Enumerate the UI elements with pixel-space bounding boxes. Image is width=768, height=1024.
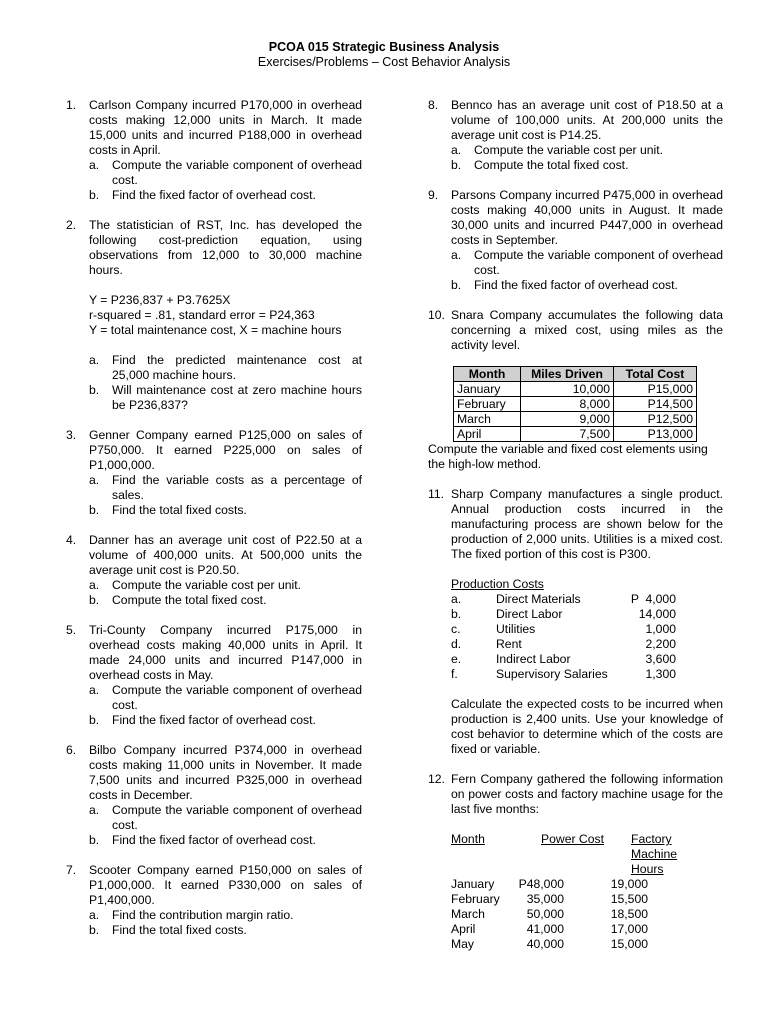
- sub-question-a: a. Compute the variable component of overhead cost.: [89, 158, 362, 187]
- list-item: c. Utilities 1,000: [451, 622, 676, 636]
- problem-6: 6. Bilbo Company incurred P374,000 in overhead costs making 11,000 units in November. It made 7,500 units and incurred P325,000 in overhead costs in December. a. Compute the variable component of overhead cost. b. Find the fixed factor of overhead cost.: [66, 743, 362, 847]
- equation-line: r-squared = .81, standard error = P24,363: [89, 308, 315, 322]
- sub-question-a: a. Compute the variable component of overhead cost.: [89, 803, 362, 832]
- table-header-row: Month Power Cost Factory: [451, 832, 672, 846]
- problem-text: The statistician of RST, Inc. has developed the following cost-prediction equation, using observations from 12,000 to 30,000 machine hours.: [89, 218, 362, 277]
- problem-text: Snara Company accumulates the following data concerning a mixed cost, using miles as the activity level.: [451, 308, 723, 352]
- problem-text: Danner has an average unit cost of P22.50 at a volume of 400,000 units. At 500,000 units the average unit cost is P20.50.: [89, 533, 362, 577]
- sub-question-b: b. Find the fixed factor of overhead cost.: [89, 833, 316, 847]
- table-row: April 7,500 P13,000: [454, 427, 697, 442]
- problem-7: 7. Scooter Company earned P150,000 on sales of P1,000,000. It earned P330,000 on sales of P1,400,000. a. Find the contribution margin ratio. b. Find the total fixed costs.: [66, 863, 362, 937]
- production-costs-heading: Production Costs: [451, 577, 544, 591]
- left-column: [66, 98, 362, 953]
- problem-8: 8. Bennco has an average unit cost of P18.50 at a volume of 100,000 units. At 200,000 units the average unit cost is P14.25. a. Compute the variable cost per unit. b. Compute the total fixed cost.: [428, 98, 723, 172]
- sub-question-b: b. Find the fixed factor of overhead cost.: [89, 188, 316, 202]
- document-subtitle: Exercises/Problems – Cost Behavior Analysis: [257, 55, 511, 69]
- sub-question-b: b. Find the total fixed costs.: [89, 923, 247, 937]
- problem-text: Scooter Company earned P150,000 on sales of P1,000,000. It earned P330,000 on sales of P1,400,000.: [89, 863, 362, 907]
- document-header: [0, 40, 768, 70]
- sub-question-a: a. Find the variable costs as a percentage of sales.: [89, 473, 362, 502]
- table-header: Total Cost: [614, 367, 697, 382]
- equation-line: Y = total maintenance cost, X = machine hours: [89, 323, 342, 337]
- problem-3: 3. Genner Company earned P125,000 on sales of P750,000. It earned P225,000 on sales of P1,000,000. a. Find the variable costs as a percentage of sales. b. Find the total fixed costs.: [66, 428, 362, 517]
- problem-text: Tri-County Company incurred P175,000 in overhead costs making 40,000 units in April. It made 24,000 units and incurred P147,000 in overhead costs in May.: [89, 623, 362, 682]
- power-cost-table: Month Power Cost Factory Machine Hours January P48,000 19,000 February 35,000 15,500 March 50,000 18,500 April 41,000 17,000 May 40,000 15,000: [451, 832, 723, 952]
- list-item: a. Direct Materials P 4,000: [451, 592, 676, 606]
- list-item: d. Rent 2,200: [451, 637, 676, 651]
- sub-question-a: a. Compute the variable cost per unit.: [89, 578, 302, 592]
- problem-text: Carlson Company incurred P170,000 in overhead costs making 12,000 units in March. It made 15,000 units and incurred P188,000 in overhead costs in April.: [89, 98, 362, 157]
- table-header: Miles Driven: [521, 367, 614, 382]
- mixed-cost-table: [453, 366, 697, 442]
- table-row: January 10,000 P15,000: [454, 382, 697, 397]
- problem-instruction: Calculate the expected costs to be incurred when production is 2,400 units. Use your knowledge of cost behavior to determine which of the costs are fixed or variable.: [451, 697, 723, 756]
- table-row: May 40,000 15,000: [451, 937, 648, 951]
- sub-question-b: b. Will maintenance cost at zero machine hours be P236,837?: [89, 383, 362, 412]
- table-row: April 41,000 17,000: [451, 922, 648, 936]
- document-title: PCOA 015 Strategic Business Analysis: [268, 40, 500, 54]
- list-item: e. Indirect Labor 3,600: [451, 652, 676, 666]
- sub-question-b: b. Find the fixed factor of overhead cost.: [451, 278, 678, 292]
- sub-question-a: a. Compute the variable cost per unit.: [451, 143, 664, 157]
- table-row: February 35,000 15,500: [451, 892, 648, 906]
- problem-11: 11. Sharp Company manufactures a single product. Annual production costs incurred in the manufacturing process are shown below for the production of 2,000 units. Utilities is a mixed cost. The fixed portion of this cost is P300. Production Costs a. Direct Materials P 4,000 b. Direct Labor 14,000 c. Utilities 1,000 d. Rent 2,200 e. Indirect Labor 3,600 f. Supervisory Salaries 1,300 Calculate the expected costs to be incurred when production is 2,400 units. Use your knowledge of cost behavior to determine which of the costs are fixed or variable.: [428, 487, 723, 756]
- problem-text: Fern Company gathered the following information on power costs and factory machine usage for the last five months:: [451, 772, 723, 816]
- list-item: b. Direct Labor 14,000: [451, 607, 676, 621]
- problem-1: 1. Carlson Company incurred P170,000 in overhead costs making 12,000 units in March. It made 15,000 units and incurred P188,000 in overhead costs in April. a. Compute the variable component of overhead cost. b. Find the fixed factor of overhead cost.: [66, 98, 362, 202]
- right-column: [428, 98, 723, 967]
- sub-question-b: b. Find the total fixed costs.: [89, 503, 247, 517]
- problem-4: 4. Danner has an average unit cost of P22.50 at a volume of 400,000 units. At 500,000 units the average unit cost is P20.50. a. Compute the variable cost per unit. b. Compute the total fixed cost.: [66, 533, 362, 607]
- list-item: f. Supervisory Salaries 1,300: [451, 667, 676, 681]
- table-row: January P48,000 19,000: [451, 877, 648, 891]
- problem-text: Parsons Company incurred P475,000 in overhead costs making 40,000 units in August. It made 30,000 units and incurred P447,000 in overhead costs in September.: [451, 188, 723, 247]
- sub-question-a: a. Compute the variable component of overhead cost.: [451, 248, 723, 277]
- problem-9: 9. Parsons Company incurred P475,000 in overhead costs making 40,000 units in August. It made 30,000 units and incurred P447,000 in overhead costs in September. a. Compute the variable component of overhead cost. b. Find the fixed factor of overhead cost.: [428, 188, 723, 292]
- problem-text: Genner Company earned P125,000 on sales of P750,000. It earned P225,000 on sales of P1,000,000.: [89, 428, 362, 472]
- table-header: Month: [454, 367, 521, 382]
- problem-text: Sharp Company manufactures a single product. Annual production costs incurred in the manufacturing process are shown below for the production of 2,000 units. Utilities is a mixed cost. The fixed portion of this cost is P300.: [451, 487, 723, 561]
- table-row: March 50,000 18,500: [451, 907, 648, 921]
- equation-line: Y = P236,837 + P3.7625X: [89, 293, 231, 307]
- table-row: February 8,000 P14,500: [454, 397, 697, 412]
- problem-12: 12. Fern Company gathered the following information on power costs and factory machine usage for the last five months: Month Power Cost Factory Machine Hours January P48,000 19,000 February 35,000 15,500 March 50,000 18,500 April 41,000 17,000 May 40,000 15,000: [428, 772, 723, 951]
- problem-5: 5. Tri-County Company incurred P175,000 in overhead costs making 40,000 units in April. It made 24,000 units and incurred P147,000 in overhead costs in May. a. Compute the variable component of overhead cost. b. Find the fixed factor of overhead cost.: [66, 623, 362, 727]
- sub-question-b: b. Find the fixed factor of overhead cost.: [89, 713, 316, 727]
- sub-question-b: b. Compute the total fixed cost.: [451, 158, 629, 172]
- problem-text: Bilbo Company incurred P374,000 in overhead costs making 11,000 units in November. It made 7,500 units and incurred P325,000 in overhead costs in December.: [89, 743, 362, 802]
- problem-text: Bennco has an average unit cost of P18.50 at a volume of 100,000 units. At 200,000 units the average unit cost is P14.25.: [451, 98, 723, 142]
- production-costs-list: [451, 592, 723, 682]
- problem-instruction: Compute the variable and fixed cost elements using the high-low method.: [428, 442, 708, 471]
- sub-question-a: a. Compute the variable component of overhead cost.: [89, 683, 362, 712]
- sub-question-a: a. Find the predicted maintenance cost at 25,000 machine hours.: [89, 353, 362, 382]
- problem-2: 2. The statistician of RST, Inc. has developed the following cost-prediction equation, using observations from 12,000 to 30,000 machine hours. Y = P236,837 + P3.7625X r-squared = .81, standard error = P24,363 Y = total maintenance cost, X = machine hours a. Find the predicted maintenance cost at 25,000 machine hours. b. Will maintenance cost at zero machine hours be P236,837?: [66, 218, 362, 412]
- problem-10: 10. Snara Company accumulates the following data concerning a mixed cost, using miles as the activity level. Month Miles Driven Total Cost January 10,000 P15,000 February 8,000 P14,500 March 9,000 P12,500 April 7,500 P13,000 Compute the variable and fixed cost elements using the high-low method.: [428, 308, 723, 471]
- table-row: March 9,000 P12,500: [454, 412, 697, 427]
- sub-question-a: a. Find the contribution margin ratio.: [89, 908, 294, 922]
- sub-question-b: b. Compute the total fixed cost.: [89, 593, 267, 607]
